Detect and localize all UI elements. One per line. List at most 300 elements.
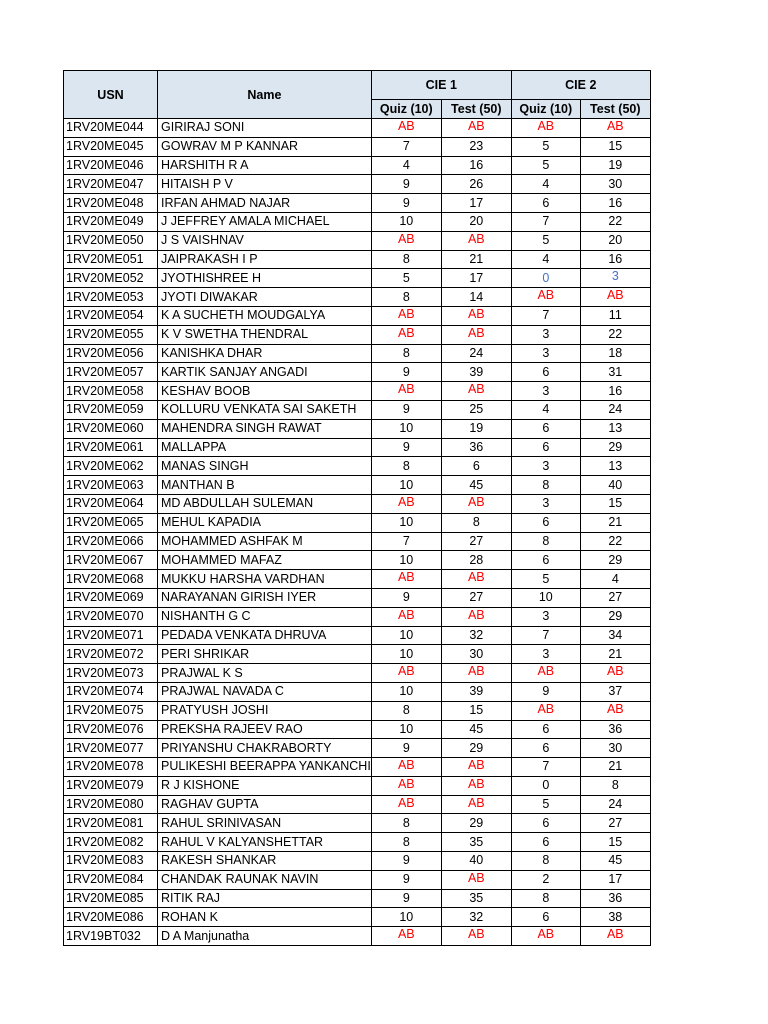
cie1-test-cell: AB — [441, 382, 511, 401]
cie2-test-cell: AB — [580, 701, 650, 720]
table-row — [64, 588, 651, 607]
table-row — [64, 814, 651, 833]
name-cell: RITIK RAJ — [158, 889, 372, 908]
cie1-quiz-cell: 10 — [371, 476, 441, 495]
name-header: Name — [158, 71, 372, 119]
cie1-test-cell: 15 — [441, 701, 511, 720]
name-cell: PULIKESHI BEERAPPA YANKANCHI — [158, 758, 372, 777]
cie2-quiz-cell: 6 — [511, 908, 580, 927]
cie2-quiz-cell: 6 — [511, 833, 580, 852]
cie1-quiz-cell: AB — [371, 494, 441, 513]
table-row — [64, 833, 651, 852]
usn-cell: 1RV20ME044 — [64, 119, 158, 138]
cie1-quiz-cell: AB — [371, 119, 441, 138]
name-cell: JAIPRAKASH I P — [158, 250, 372, 269]
usn-cell: 1RV20ME071 — [64, 626, 158, 645]
name-cell: R J KISHONE — [158, 776, 372, 795]
cie1-test-cell: AB — [441, 776, 511, 795]
cie1-test-cell: 27 — [441, 532, 511, 551]
table-row — [64, 682, 651, 701]
cie1-quiz-cell: 7 — [371, 532, 441, 551]
usn-cell: 1RV20ME065 — [64, 513, 158, 532]
cie2-test-cell: 24 — [580, 795, 650, 814]
table-row — [64, 889, 651, 908]
cie2-test-cell: AB — [580, 927, 650, 946]
cie1-test-cell: 25 — [441, 400, 511, 419]
cie1-quiz-cell: 9 — [371, 194, 441, 213]
cie1-quiz-cell: 9 — [371, 870, 441, 889]
table-row — [64, 795, 651, 814]
cie2-test-cell: 22 — [580, 325, 650, 344]
cie2-test-cell: 15 — [580, 494, 650, 513]
cie2-test-cell: 36 — [580, 889, 650, 908]
name-cell: K V SWETHA THENDRAL — [158, 325, 372, 344]
cie2-test-cell: 21 — [580, 645, 650, 664]
name-cell: MANTHAN B — [158, 476, 372, 495]
usn-cell: 1RV20ME057 — [64, 363, 158, 382]
cie2-quiz-cell: AB — [511, 119, 580, 138]
cie2-test-cell: 31 — [580, 363, 650, 382]
cie1-test-cell: 40 — [441, 852, 511, 871]
cie1-header: CIE 1 — [371, 71, 511, 100]
cie2-quiz-cell: 5 — [511, 570, 580, 589]
usn-cell: 1RV20ME051 — [64, 250, 158, 269]
usn-cell: 1RV20ME067 — [64, 551, 158, 570]
name-cell: MOHAMMED MAFAZ — [158, 551, 372, 570]
table-row — [64, 626, 651, 645]
table-row — [64, 476, 651, 495]
cie1-quiz-cell: 10 — [371, 626, 441, 645]
table-row — [64, 400, 651, 419]
table-row — [64, 720, 651, 739]
table-row — [64, 288, 651, 307]
cie1-quiz-cell: 10 — [371, 908, 441, 927]
table-row — [64, 306, 651, 325]
usn-cell: 1RV20ME045 — [64, 137, 158, 156]
cie1-test-cell: 30 — [441, 645, 511, 664]
cie1-test-cell: 36 — [441, 438, 511, 457]
cie2-quiz-cell: 9 — [511, 682, 580, 701]
name-cell: MOHAMMED ASHFAK M — [158, 532, 372, 551]
cie2-test-cell: 13 — [580, 419, 650, 438]
cie1-test-cell: 17 — [441, 194, 511, 213]
cie2-test-cell: AB — [580, 288, 650, 307]
cie1-quiz-cell: AB — [371, 306, 441, 325]
cie1-test-cell: 35 — [441, 889, 511, 908]
cie2-test-cell: 17 — [580, 870, 650, 889]
table-row — [64, 739, 651, 758]
cie1-quiz-cell: AB — [371, 231, 441, 250]
table-row — [64, 494, 651, 513]
usn-cell: 1RV20ME047 — [64, 175, 158, 194]
table-row — [64, 551, 651, 570]
cie2-quiz-cell: 5 — [511, 795, 580, 814]
cie1-quiz-cell: AB — [371, 570, 441, 589]
cie1-test-cell: AB — [441, 306, 511, 325]
cie2-test-cell: 29 — [580, 438, 650, 457]
usn-cell: 1RV20ME064 — [64, 494, 158, 513]
table-row — [64, 382, 651, 401]
cie1-test-cell: 45 — [441, 476, 511, 495]
name-cell: J JEFFREY AMALA MICHAEL — [158, 212, 372, 231]
name-cell: PRIYANSHU CHAKRABORTY — [158, 739, 372, 758]
cie2-test-cell: 27 — [580, 814, 650, 833]
cie1-quiz-cell: AB — [371, 382, 441, 401]
name-cell: PREKSHA RAJEEV RAO — [158, 720, 372, 739]
cie2-test-cell: 37 — [580, 682, 650, 701]
cie1-test-cell: 26 — [441, 175, 511, 194]
cie1-quiz-cell: 9 — [371, 175, 441, 194]
cie2-quiz-cell: 3 — [511, 494, 580, 513]
usn-cell: 1RV20ME052 — [64, 269, 158, 288]
cie2-quiz-cell: 2 — [511, 870, 580, 889]
table-row — [64, 607, 651, 626]
cie1-test-cell: 35 — [441, 833, 511, 852]
name-cell: KARTIK SANJAY ANGADI — [158, 363, 372, 382]
table-row — [64, 363, 651, 382]
cie1-quiz-cell: 8 — [371, 833, 441, 852]
cie2-quiz-cell: 6 — [511, 513, 580, 532]
cie1-quiz-cell: AB — [371, 607, 441, 626]
usn-cell: 1RV20ME075 — [64, 701, 158, 720]
cie2-quiz-cell: AB — [511, 664, 580, 683]
cie1-quiz-cell: 10 — [371, 720, 441, 739]
cie1-test-cell: 39 — [441, 363, 511, 382]
cie1-test-cell: 21 — [441, 250, 511, 269]
cie1-quiz-cell: 9 — [371, 438, 441, 457]
name-cell: GOWRAV M P KANNAR — [158, 137, 372, 156]
table-row — [64, 419, 651, 438]
usn-cell: 1RV20ME054 — [64, 306, 158, 325]
usn-cell: 1RV19BT032 — [64, 927, 158, 946]
usn-cell: 1RV20ME068 — [64, 570, 158, 589]
name-cell: IRFAN AHMAD NAJAR — [158, 194, 372, 213]
cie1-quiz-cell: 10 — [371, 682, 441, 701]
table-row — [64, 908, 651, 927]
name-cell: PRAJWAL NAVADA C — [158, 682, 372, 701]
cie2-quiz-cell: AB — [511, 288, 580, 307]
cie2-test-cell: 30 — [580, 175, 650, 194]
table-row — [64, 269, 651, 288]
usn-cell: 1RV20ME079 — [64, 776, 158, 795]
name-cell: GIRIRAJ SONI — [158, 119, 372, 138]
cie2-test-cell: 16 — [580, 250, 650, 269]
cie1-quiz-cell: 10 — [371, 645, 441, 664]
cie1-test-cell: 29 — [441, 814, 511, 833]
name-cell: MAHENDRA SINGH RAWAT — [158, 419, 372, 438]
cie1-test-cell: 8 — [441, 513, 511, 532]
cie2-test-cell: 19 — [580, 156, 650, 175]
cie2-quiz-cell: 0 — [511, 776, 580, 795]
cie1-test-cell: AB — [441, 664, 511, 683]
cie2-test-cell: 29 — [580, 551, 650, 570]
table-row — [64, 119, 651, 138]
cie1-quiz-cell: 9 — [371, 363, 441, 382]
cie1-test-cell: 24 — [441, 344, 511, 363]
usn-cell: 1RV20ME062 — [64, 457, 158, 476]
name-cell: MANAS SINGH — [158, 457, 372, 476]
usn-cell: 1RV20ME049 — [64, 212, 158, 231]
cie2-test-cell: 4 — [580, 570, 650, 589]
name-cell: RAHUL V KALYANSHETTAR — [158, 833, 372, 852]
usn-cell: 1RV20ME061 — [64, 438, 158, 457]
cie1-test-header: Test (50) — [441, 100, 511, 119]
usn-cell: 1RV20ME053 — [64, 288, 158, 307]
table-row — [64, 250, 651, 269]
cie2-quiz-cell: 5 — [511, 231, 580, 250]
table-row — [64, 325, 651, 344]
name-cell: HITAISH P V — [158, 175, 372, 194]
cie1-test-cell: 39 — [441, 682, 511, 701]
table-row — [64, 701, 651, 720]
cie2-test-cell: 24 — [580, 400, 650, 419]
cie2-test-cell: 8 — [580, 776, 650, 795]
cie2-quiz-cell: 4 — [511, 175, 580, 194]
usn-cell: 1RV20ME084 — [64, 870, 158, 889]
name-cell: RAHUL SRINIVASAN — [158, 814, 372, 833]
name-cell: MALLAPPA — [158, 438, 372, 457]
cie1-test-cell: 14 — [441, 288, 511, 307]
cie2-quiz-cell: 8 — [511, 889, 580, 908]
cie1-quiz-cell: 8 — [371, 288, 441, 307]
usn-cell: 1RV20ME048 — [64, 194, 158, 213]
cie2-quiz-cell: 5 — [511, 156, 580, 175]
cie2-test-cell: 21 — [580, 513, 650, 532]
usn-cell: 1RV20ME050 — [64, 231, 158, 250]
cie1-quiz-cell: 8 — [371, 344, 441, 363]
cie2-quiz-cell: 7 — [511, 212, 580, 231]
name-cell: JYOTI DIWAKAR — [158, 288, 372, 307]
usn-cell: 1RV20ME073 — [64, 664, 158, 683]
table-row — [64, 870, 651, 889]
cie1-quiz-cell: 5 — [371, 269, 441, 288]
usn-cell: 1RV20ME069 — [64, 588, 158, 607]
cie1-quiz-cell: 10 — [371, 212, 441, 231]
cie1-quiz-cell: AB — [371, 927, 441, 946]
cie1-test-cell: AB — [441, 870, 511, 889]
name-cell: PRATYUSH JOSHI — [158, 701, 372, 720]
cie1-quiz-cell: AB — [371, 776, 441, 795]
cie1-test-cell: 29 — [441, 739, 511, 758]
cie1-quiz-cell: 4 — [371, 156, 441, 175]
cie1-test-cell: AB — [441, 607, 511, 626]
marks-table — [63, 70, 651, 946]
table-row — [64, 344, 651, 363]
cie1-test-cell: 20 — [441, 212, 511, 231]
usn-cell: 1RV20ME077 — [64, 739, 158, 758]
cie2-quiz-cell: 6 — [511, 194, 580, 213]
cie1-test-cell: 16 — [441, 156, 511, 175]
cie1-test-cell: 23 — [441, 137, 511, 156]
cie1-quiz-cell: 9 — [371, 889, 441, 908]
cie2-quiz-cell: AB — [511, 701, 580, 720]
cie1-test-cell: 19 — [441, 419, 511, 438]
cie1-quiz-cell: 9 — [371, 852, 441, 871]
name-cell: NISHANTH G C — [158, 607, 372, 626]
cie1-test-cell: 27 — [441, 588, 511, 607]
name-cell: RAKESH SHANKAR — [158, 852, 372, 871]
table-row — [64, 532, 651, 551]
usn-cell: 1RV20ME070 — [64, 607, 158, 626]
cie2-test-cell: 29 — [580, 607, 650, 626]
name-cell: CHANDAK RAUNAK NAVIN — [158, 870, 372, 889]
cie1-quiz-cell: AB — [371, 325, 441, 344]
cie1-test-cell: AB — [441, 494, 511, 513]
cie2-quiz-cell: 6 — [511, 363, 580, 382]
name-cell: PEDADA VENKATA DHRUVA — [158, 626, 372, 645]
cie2-quiz-cell: 3 — [511, 457, 580, 476]
cie2-quiz-cell: 8 — [511, 476, 580, 495]
table-row — [64, 156, 651, 175]
name-cell: KOLLURU VENKATA SAI SAKETH — [158, 400, 372, 419]
name-cell: K A SUCHETH MOUDGALYA — [158, 306, 372, 325]
cie2-quiz-cell: 6 — [511, 720, 580, 739]
table-row — [64, 645, 651, 664]
name-cell: D A Manjunatha — [158, 927, 372, 946]
usn-cell: 1RV20ME055 — [64, 325, 158, 344]
cie2-test-cell: 21 — [580, 758, 650, 777]
cie1-test-cell: AB — [441, 927, 511, 946]
cie1-quiz-cell: AB — [371, 795, 441, 814]
cie2-test-cell: 16 — [580, 382, 650, 401]
usn-cell: 1RV20ME046 — [64, 156, 158, 175]
cie2-test-cell: 45 — [580, 852, 650, 871]
cie1-test-cell: 45 — [441, 720, 511, 739]
cie1-test-cell: 28 — [441, 551, 511, 570]
table-row — [64, 852, 651, 871]
cie2-test-cell: 15 — [580, 833, 650, 852]
usn-cell: 1RV20ME072 — [64, 645, 158, 664]
cie2-quiz-cell: 6 — [511, 419, 580, 438]
cie2-quiz-cell: 7 — [511, 758, 580, 777]
cie2-quiz-header: Quiz (10) — [511, 100, 580, 119]
cie2-quiz-cell: 3 — [511, 382, 580, 401]
cie2-quiz-cell: 3 — [511, 344, 580, 363]
usn-cell: 1RV20ME074 — [64, 682, 158, 701]
cie1-test-cell: 32 — [441, 908, 511, 927]
table-row — [64, 457, 651, 476]
usn-cell: 1RV20ME078 — [64, 758, 158, 777]
cie2-quiz-cell: 6 — [511, 551, 580, 570]
cie1-quiz-cell: 8 — [371, 814, 441, 833]
table-row — [64, 175, 651, 194]
table-row — [64, 513, 651, 532]
cie1-quiz-cell: AB — [371, 664, 441, 683]
name-cell: PERI SHRIKAR — [158, 645, 372, 664]
cie1-quiz-cell: 10 — [371, 419, 441, 438]
name-cell: KANISHKA DHAR — [158, 344, 372, 363]
usn-cell: 1RV20ME056 — [64, 344, 158, 363]
cie2-test-header: Test (50) — [580, 100, 650, 119]
table-row — [64, 758, 651, 777]
cie2-test-cell: 20 — [580, 231, 650, 250]
student-rows — [64, 119, 651, 946]
cie1-test-cell: 17 — [441, 269, 511, 288]
usn-header: USN — [64, 71, 158, 119]
cie2-test-cell: 34 — [580, 626, 650, 645]
table-row — [64, 570, 651, 589]
cie2-quiz-cell: 7 — [511, 306, 580, 325]
name-cell: MUKKU HARSHA VARDHAN — [158, 570, 372, 589]
cie2-quiz-cell: 10 — [511, 588, 580, 607]
name-cell: MD ABDULLAH SULEMAN — [158, 494, 372, 513]
cie2-quiz-cell: 3 — [511, 607, 580, 626]
cie2-test-cell: 18 — [580, 344, 650, 363]
cie2-quiz-cell: 7 — [511, 626, 580, 645]
cie1-test-cell: AB — [441, 570, 511, 589]
cie1-quiz-cell: 7 — [371, 137, 441, 156]
usn-cell: 1RV20ME058 — [64, 382, 158, 401]
table-row — [64, 927, 651, 946]
cie2-test-cell: 16 — [580, 194, 650, 213]
usn-cell: 1RV20ME076 — [64, 720, 158, 739]
name-cell: J S VAISHNAV — [158, 231, 372, 250]
cie1-quiz-cell: AB — [371, 758, 441, 777]
cie2-quiz-cell: 4 — [511, 400, 580, 419]
cie1-quiz-header: Quiz (10) — [371, 100, 441, 119]
cie2-test-cell: AB — [580, 664, 650, 683]
usn-cell: 1RV20ME086 — [64, 908, 158, 927]
table-row — [64, 212, 651, 231]
cie2-test-cell: 40 — [580, 476, 650, 495]
usn-cell: 1RV20ME080 — [64, 795, 158, 814]
table-row — [64, 137, 651, 156]
name-cell: HARSHITH R A — [158, 156, 372, 175]
cie2-quiz-cell: 8 — [511, 532, 580, 551]
cie1-test-cell: AB — [441, 325, 511, 344]
usn-cell: 1RV20ME063 — [64, 476, 158, 495]
name-cell: KESHAV BOOB — [158, 382, 372, 401]
cie1-quiz-cell: 8 — [371, 457, 441, 476]
cie1-test-cell: AB — [441, 758, 511, 777]
cie1-test-cell: AB — [441, 231, 511, 250]
cie1-test-cell: AB — [441, 119, 511, 138]
cie2-quiz-cell: 6 — [511, 814, 580, 833]
cie2-test-cell: 13 — [580, 457, 650, 476]
cie1-quiz-cell: 10 — [371, 551, 441, 570]
table-row — [64, 194, 651, 213]
table-row — [64, 438, 651, 457]
cie2-test-cell: 30 — [580, 739, 650, 758]
cie1-quiz-cell: 10 — [371, 513, 441, 532]
cie2-test-cell: 22 — [580, 212, 650, 231]
cie1-quiz-cell: 9 — [371, 739, 441, 758]
cie2-test-cell: 15 — [580, 137, 650, 156]
cie1-quiz-cell: 9 — [371, 400, 441, 419]
name-cell: RAGHAV GUPTA — [158, 795, 372, 814]
cie1-test-cell: 32 — [441, 626, 511, 645]
cie2-test-cell: 36 — [580, 720, 650, 739]
cie2-header: CIE 2 — [511, 71, 650, 100]
cie1-quiz-cell: 9 — [371, 588, 441, 607]
table-row — [64, 664, 651, 683]
cie2-test-cell: 3 — [580, 269, 650, 288]
cie2-test-cell: 11 — [580, 306, 650, 325]
cie2-test-cell: 22 — [580, 532, 650, 551]
cie2-quiz-cell: 8 — [511, 852, 580, 871]
usn-cell: 1RV20ME083 — [64, 852, 158, 871]
cie1-quiz-cell: 8 — [371, 250, 441, 269]
name-cell: MEHUL KAPADIA — [158, 513, 372, 532]
cie2-quiz-cell: 5 — [511, 137, 580, 156]
usn-cell: 1RV20ME060 — [64, 419, 158, 438]
cie2-test-cell: 38 — [580, 908, 650, 927]
usn-cell: 1RV20ME085 — [64, 889, 158, 908]
usn-cell: 1RV20ME081 — [64, 814, 158, 833]
cie2-quiz-cell: 0 — [511, 269, 580, 288]
usn-cell: 1RV20ME066 — [64, 532, 158, 551]
usn-cell: 1RV20ME059 — [64, 400, 158, 419]
